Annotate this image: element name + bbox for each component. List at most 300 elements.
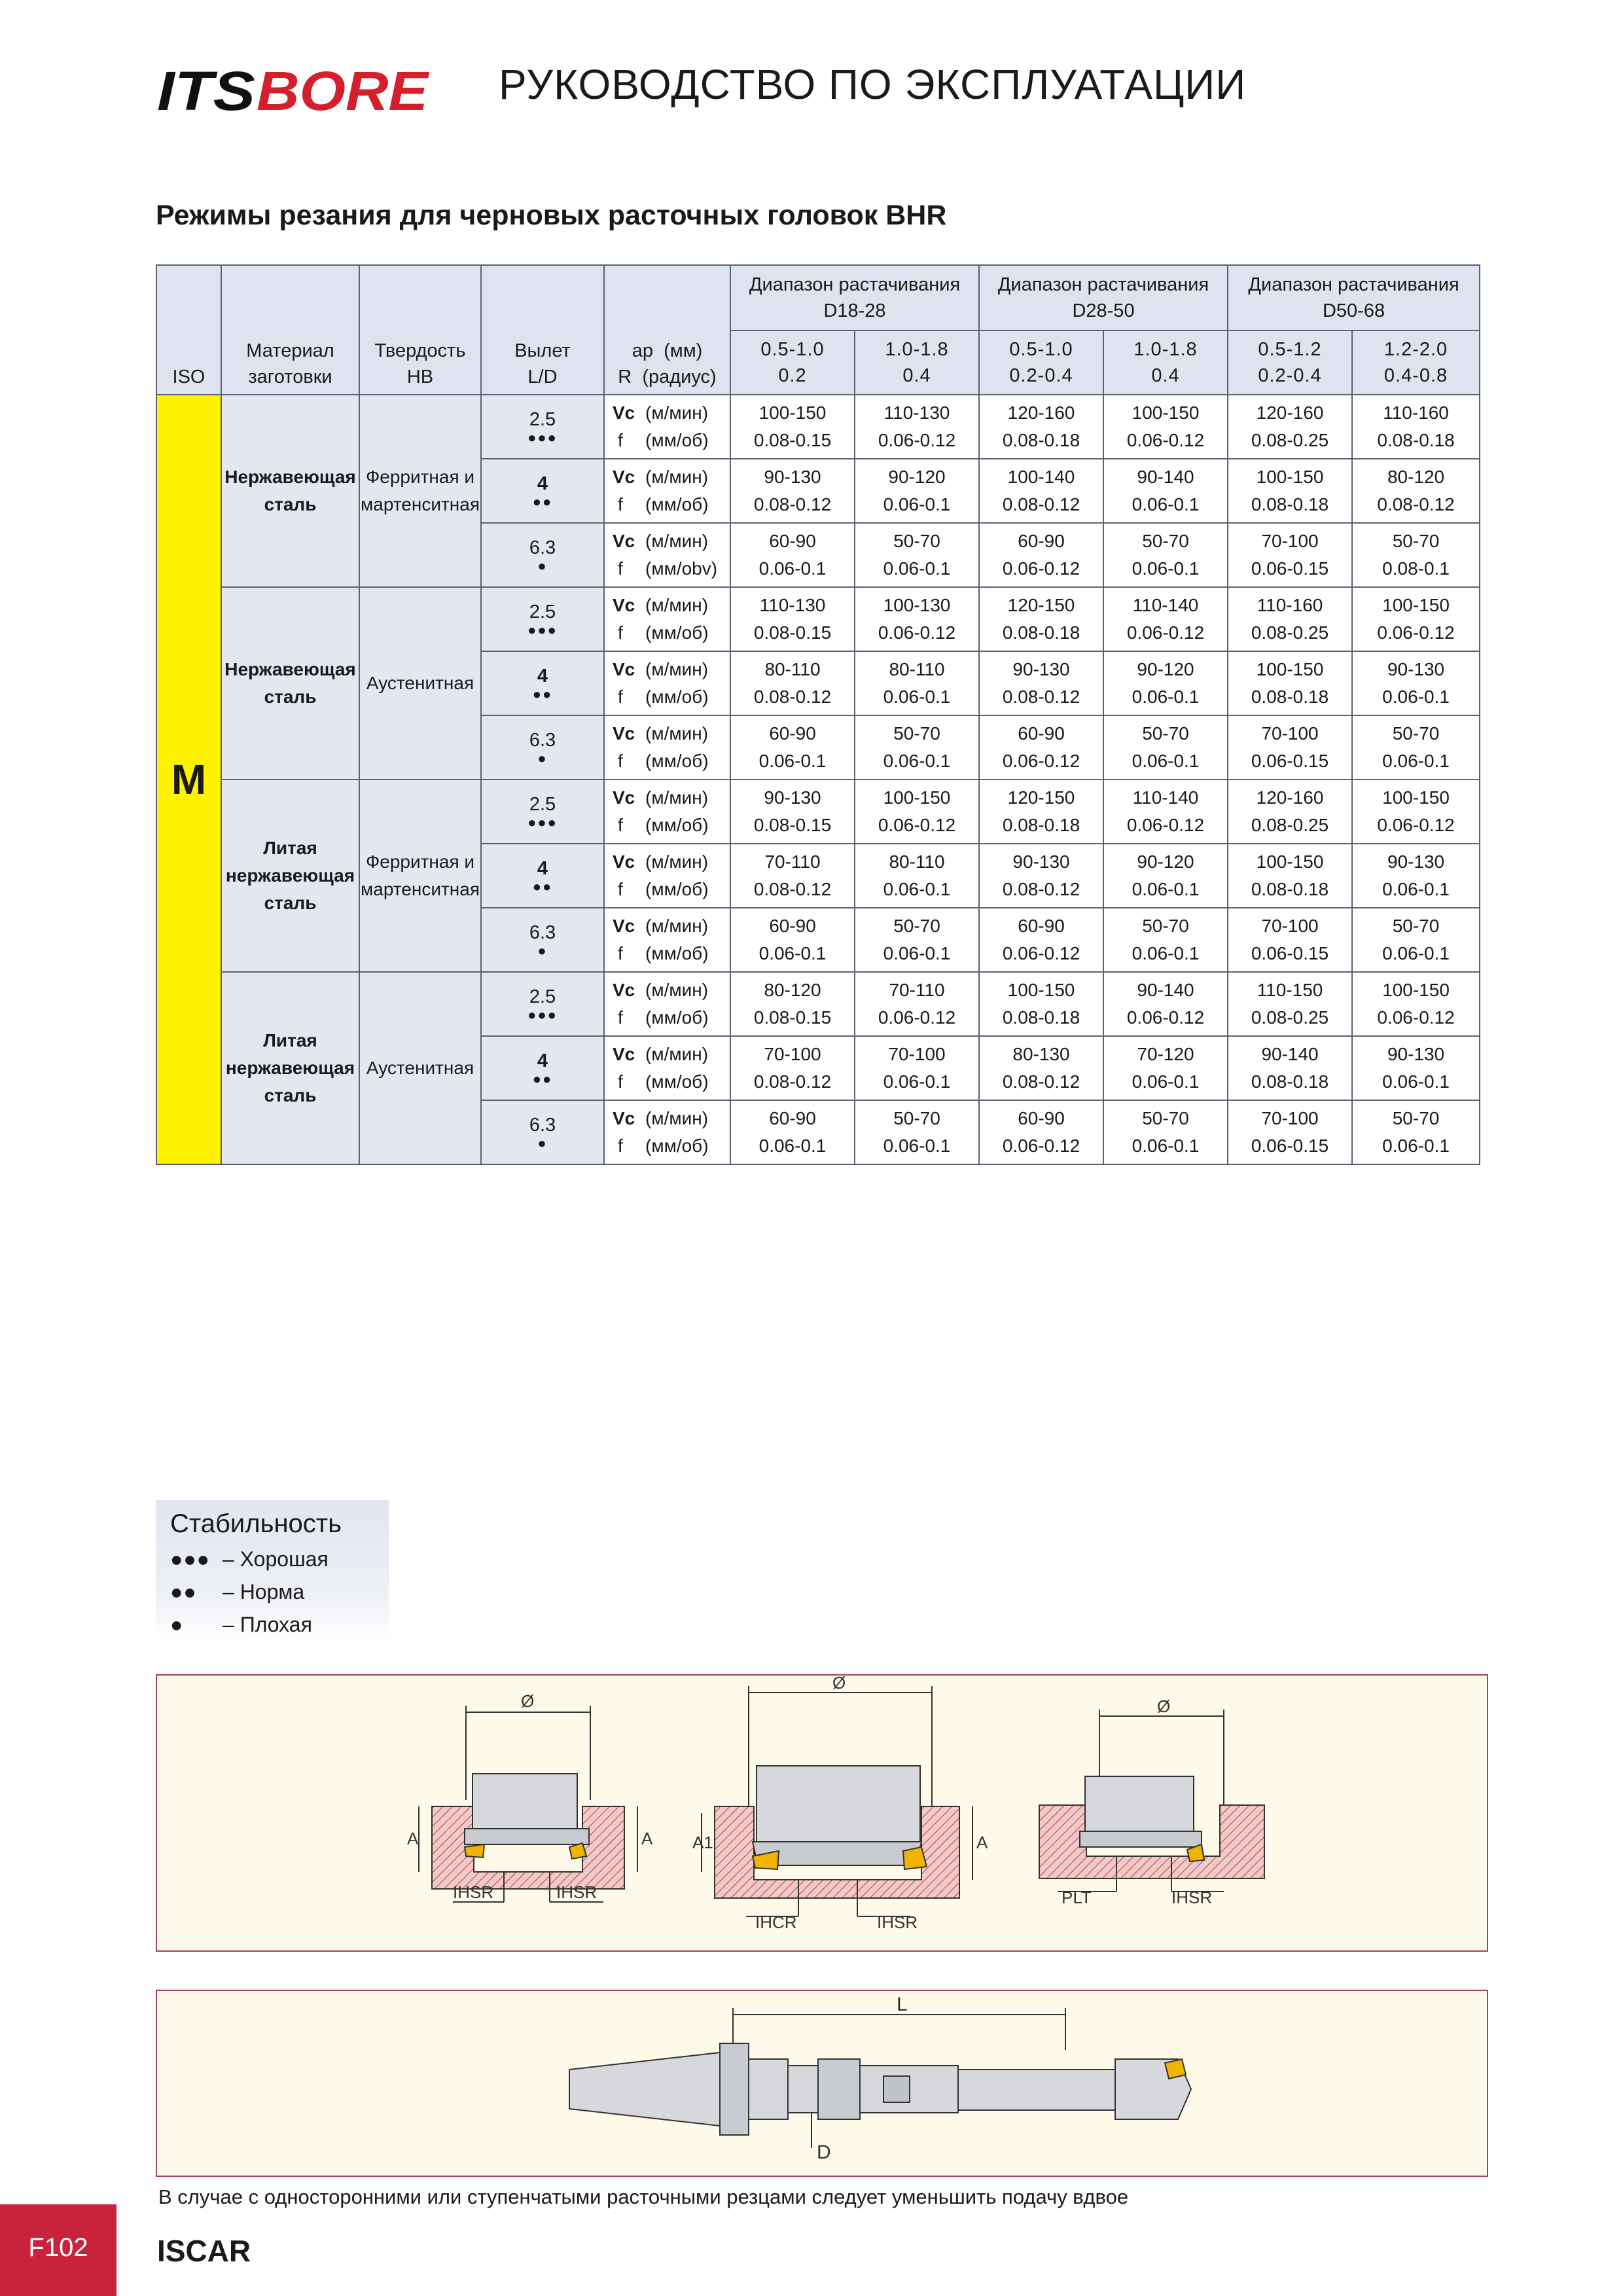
overhang-cell: 6.3 ●: [481, 523, 604, 587]
legend-item-good: ●●● – Хорошая: [170, 1547, 329, 1571]
f-value: 0.06-0.12: [878, 430, 956, 450]
stability-dots: ●●●: [527, 622, 558, 638]
f-value: 0.06-0.12: [1002, 943, 1080, 963]
a-label: A: [976, 1833, 988, 1852]
vc-f-label-cell: Vc (м/мин) f (мм/об): [604, 459, 730, 523]
cutting-value-cell: [979, 1100, 1103, 1164]
f-value: 0.06-0.1: [1132, 687, 1200, 707]
cutting-data-table: [156, 264, 1480, 1165]
vc-value: 80-110: [889, 852, 945, 872]
vc-value: 60-90: [1018, 723, 1065, 744]
vc-value: 120-150: [1007, 787, 1075, 808]
vc-value: 90-140: [1137, 467, 1194, 487]
page-header-title: РУКОВОДСТВО ПО ЭКСПЛУАТАЦИИ: [499, 61, 1247, 108]
cutting-value-cell: [1103, 587, 1228, 651]
stability-dots: ●: [537, 942, 548, 959]
vc-value: 60-90: [1018, 916, 1065, 936]
vc-value: 70-100: [1261, 1108, 1319, 1128]
vc-value: 90-120: [1137, 659, 1194, 679]
f-value: 0.06-0.1: [883, 1136, 951, 1156]
ihcr-label: IHCR: [755, 1912, 797, 1932]
f-value: 0.06-0.1: [1132, 943, 1200, 963]
vc-value: 90-130: [1387, 852, 1445, 872]
overhang-cell: 4 ●●: [481, 844, 604, 908]
vc-value: 110-160: [1383, 403, 1449, 423]
f-value: 0.08-0.15: [753, 622, 832, 643]
cutting-value-cell: [1228, 1036, 1352, 1100]
stability-dots: ●: [537, 1135, 548, 1151]
cutting-value-cell: [1352, 651, 1480, 715]
f-value: 0.06-0.1: [758, 751, 827, 771]
vc-f-label-cell: Vc (м/мин) f (мм/об): [604, 715, 730, 780]
f-value: 0.08-0.1: [1382, 558, 1450, 579]
vc-value: 70-100: [888, 1044, 946, 1064]
f-value: 0.08-0.25: [1251, 430, 1329, 450]
vc-value: 80-110: [889, 659, 945, 679]
cutting-value-cell: [979, 1036, 1103, 1100]
header-overhang: Вылет L/D: [481, 265, 604, 395]
cutting-value-cell: [730, 587, 855, 651]
cutting-value-cell: [979, 523, 1103, 587]
cutting-value-cell: [1228, 780, 1352, 844]
f-value: 0.06-0.1: [1132, 1071, 1200, 1092]
range-header-d28-50: Диапазон растачивания D28-50: [979, 265, 1228, 331]
header-ap-r: ap (мм) R (радиус): [604, 265, 730, 395]
f-value: 0.06-0.1: [1382, 751, 1450, 771]
vc-value: 80-120: [1387, 467, 1445, 487]
vc-value: 90-130: [764, 787, 821, 808]
vc-f-label-cell: Vc (м/мин) f (мм/об): [604, 395, 730, 459]
cutting-value-cell: [730, 715, 855, 780]
f-value: 0.08-0.15: [753, 815, 832, 835]
cutting-value-cell: [730, 1100, 855, 1164]
stability-dots: ●: [537, 558, 548, 574]
cutting-value-cell: [855, 587, 979, 651]
cutting-value-cell: [855, 780, 979, 844]
ap-r-cell: 1.0-1.8 0.4: [1103, 331, 1228, 395]
cutting-value-cell: [1228, 459, 1352, 523]
legend-item-poor: ● – Плохая: [170, 1613, 312, 1636]
f-value: 0.08-0.18: [1002, 1007, 1080, 1028]
ap-r-cell: 0.5-1.2 0.2-0.4: [1228, 331, 1352, 395]
f-value: 0.06-0.1: [1132, 879, 1200, 899]
cutting-value-cell: [1352, 395, 1480, 459]
vc-value: 50-70: [893, 531, 940, 551]
f-value: 0.08-0.18: [1251, 494, 1329, 514]
cutting-value-cell: [1103, 908, 1228, 972]
vc-value: 120-160: [1007, 403, 1075, 423]
vc-value: 100-150: [1382, 980, 1450, 1000]
f-value: 0.06-0.15: [1251, 558, 1329, 579]
f-value: 0.06-0.1: [883, 879, 951, 899]
ihsr-label: IHSR: [453, 1882, 494, 1902]
vc-value: 100-130: [883, 595, 951, 615]
cutting-value-cell: [855, 1036, 979, 1100]
f-value: 0.08-0.18: [1002, 622, 1080, 643]
range-header-d50-68: Диапазон растачивания D50-68: [1228, 265, 1480, 331]
cutting-value-cell: [730, 844, 855, 908]
f-value: 0.06-0.1: [883, 687, 951, 707]
vc-value: 60-90: [1018, 531, 1065, 551]
page-number-box: [0, 2204, 116, 2296]
overhang-cell: 2.5 ●●●: [481, 587, 604, 651]
cutting-value-cell: [979, 908, 1103, 972]
f-value: 0.08-0.12: [753, 687, 832, 707]
vc-value: 110-130: [759, 595, 826, 615]
logo-bore: BORE: [257, 63, 431, 117]
cutting-value-cell: [1352, 715, 1480, 780]
vc-value: 50-70: [893, 723, 940, 744]
header-iso: ISO: [156, 265, 221, 395]
vc-value: 50-70: [1392, 723, 1440, 744]
f-value: 0.08-0.25: [1251, 622, 1329, 643]
cutting-value-cell: [1228, 972, 1352, 1036]
f-value: 0.06-0.15: [1251, 943, 1329, 963]
f-value: 0.06-0.15: [1251, 751, 1329, 771]
vc-f-label-cell: Vc (м/мин) f (мм/об): [604, 908, 730, 972]
f-value: 0.06-0.1: [1382, 943, 1450, 963]
stability-dots: ●: [537, 750, 548, 766]
vc-value: 50-70: [1142, 531, 1189, 551]
cutting-value-cell: [1352, 523, 1480, 587]
vc-value: 110-130: [883, 403, 950, 423]
cutting-value-cell: [1103, 844, 1228, 908]
cutting-value-cell: [979, 395, 1103, 459]
ap-r-cell: 0.5-1.0 0.2-0.4: [979, 331, 1103, 395]
vc-value: 60-90: [1018, 1108, 1065, 1128]
f-value: 0.06-0.1: [883, 943, 951, 963]
vc-value: 50-70: [1392, 1108, 1440, 1128]
header-material: Материал заготовки: [221, 265, 359, 395]
f-value: 0.06-0.12: [1002, 1136, 1080, 1156]
vc-value: 80-120: [764, 980, 821, 1000]
cutting-value-cell: [855, 459, 979, 523]
a-label: A: [641, 1829, 653, 1848]
f-value: 0.06-0.12: [1126, 622, 1205, 643]
cutting-value-cell: [1228, 908, 1352, 972]
table-row: [156, 780, 1480, 844]
tool-assembly-diagram: [156, 1990, 1488, 2177]
hardness-cell: Ферритная и мартенситная: [359, 395, 481, 587]
vc-value: 90-120: [888, 467, 946, 487]
f-value: 0.08-0.12: [1002, 687, 1080, 707]
stability-dots: ●●●: [527, 1007, 558, 1023]
diameter-label: Ø: [521, 1691, 535, 1711]
material-cell: Нержавеющая сталь: [221, 587, 359, 780]
cutting-value-cell: [1352, 780, 1480, 844]
vc-value: 100-150: [1132, 403, 1200, 423]
stability-dots: ●●: [532, 1071, 553, 1087]
vc-value: 60-90: [769, 1108, 816, 1128]
vc-value: 70-120: [1137, 1044, 1194, 1064]
cutting-value-cell: [855, 523, 979, 587]
cutting-value-cell: [855, 1100, 979, 1164]
f-value: 0.06-0.1: [1382, 1136, 1450, 1156]
f-value: 0.06-0.1: [1132, 751, 1200, 771]
cutting-value-cell: [979, 844, 1103, 908]
cutting-value-cell: [730, 395, 855, 459]
f-value: 0.06-0.12: [878, 622, 956, 643]
length-label: L: [897, 1994, 908, 2015]
vc-value: 60-90: [769, 723, 816, 744]
cutting-value-cell: [730, 1036, 855, 1100]
cutting-value-cell: [1352, 908, 1480, 972]
f-value: 0.08-0.12: [1377, 494, 1455, 514]
vc-value: 110-140: [1132, 787, 1199, 808]
vc-value: 90-130: [1012, 659, 1070, 679]
vc-value: 50-70: [1142, 1108, 1189, 1128]
vc-value: 50-70: [1142, 723, 1189, 744]
overhang-cell: 2.5 ●●●: [481, 780, 604, 844]
vc-value: 110-160: [1257, 595, 1323, 615]
f-value: 0.06-0.1: [1382, 687, 1450, 707]
diameter-label: Ø: [1157, 1696, 1171, 1716]
cutting-value-cell: [1228, 395, 1352, 459]
vc-value: 90-130: [1012, 852, 1070, 872]
diameter-label: Ø: [832, 1676, 846, 1693]
f-value: 0.06-0.1: [1382, 1071, 1450, 1092]
vc-value: 70-100: [1261, 723, 1319, 744]
ihsr-label: IHSR: [556, 1882, 597, 1902]
vc-value: 120-160: [1256, 403, 1324, 423]
hardness-cell: Аустенитная: [359, 972, 481, 1164]
ap-r-cell: 1.0-1.8 0.4: [855, 331, 979, 395]
cutting-value-cell: [1103, 459, 1228, 523]
f-value: 0.08-0.12: [1002, 494, 1080, 514]
header-hardness: Твердость HB: [359, 265, 481, 395]
vc-value: 100-150: [1256, 467, 1324, 487]
vc-value: 100-150: [1256, 852, 1324, 872]
cutting-value-cell: [855, 395, 979, 459]
cutting-value-cell: [1103, 1036, 1228, 1100]
hardness-cell: Ферритная и мартенситная: [359, 780, 481, 972]
cutting-value-cell: [979, 587, 1103, 651]
vc-value: 90-130: [1387, 659, 1445, 679]
cutting-value-cell: [1103, 780, 1228, 844]
f-value: 0.06-0.1: [883, 751, 951, 771]
brand-name: ISCAR: [157, 2234, 251, 2268]
vc-value: 100-150: [1007, 980, 1075, 1000]
vc-f-label-cell: Vc (м/мин) f (мм/об): [604, 587, 730, 651]
ihsr-label: IHSR: [1171, 1888, 1213, 1907]
overhang-cell: 4 ●●: [481, 459, 604, 523]
stability-legend: [156, 1500, 389, 1640]
range-header-d18-28: Диапазон растачивания D18-28: [730, 265, 979, 331]
legend-title: Стабильность: [170, 1509, 342, 1538]
cutting-value-cell: [1228, 587, 1352, 651]
f-value: 0.08-0.18: [1377, 430, 1455, 450]
cutting-value-cell: [979, 715, 1103, 780]
plt-label: PLT: [1061, 1888, 1092, 1907]
vc-f-label-cell: Vc (м/мин) f (мм/об): [604, 1036, 730, 1100]
vc-value: 70-100: [1261, 531, 1319, 551]
a-label: A: [407, 1829, 419, 1848]
cutting-value-cell: [855, 715, 979, 780]
f-value: 0.06-0.1: [883, 558, 951, 579]
vc-value: 70-110: [764, 852, 821, 872]
f-value: 0.06-0.1: [758, 1136, 827, 1156]
cutting-value-cell: [1352, 1036, 1480, 1100]
overhang-cell: 2.5 ●●●: [481, 972, 604, 1036]
feed-note: В случае с односторонними или ступенчатыми расточными резцами следует уменьшить подачу вдвое: [158, 2185, 1129, 2208]
cutting-value-cell: [730, 780, 855, 844]
f-value: 0.06-0.1: [1132, 1136, 1200, 1156]
cutting-value-cell: [1352, 587, 1480, 651]
f-value: 0.06-0.12: [1126, 1007, 1205, 1028]
vc-f-label-cell: Vc (м/мин) f (мм/об): [604, 780, 730, 844]
f-value: 0.08-0.12: [753, 879, 832, 899]
cutting-value-cell: [855, 651, 979, 715]
boring-setup-drawing: [157, 1676, 1487, 1950]
cutting-value-cell: [1228, 844, 1352, 908]
cutting-value-cell: [1103, 715, 1228, 780]
cutting-value-cell: [730, 972, 855, 1036]
cutting-value-cell: [730, 908, 855, 972]
vc-value: 60-90: [769, 531, 816, 551]
a1-label: A1: [692, 1833, 713, 1852]
material-cell: Нержавеющая сталь: [221, 395, 359, 587]
f-value: 0.06-0.12: [878, 1007, 956, 1028]
overhang-cell: 6.3 ●: [481, 908, 604, 972]
cutting-value-cell: [1103, 395, 1228, 459]
ap-r-cell: 1.2-2.0 0.4-0.8: [1352, 331, 1480, 395]
f-value: 0.06-0.15: [1251, 1136, 1329, 1156]
vc-f-label-cell: Vc (м/мин) f (мм/об): [604, 651, 730, 715]
cutting-value-cell: [1103, 1100, 1228, 1164]
vc-value: 80-110: [764, 659, 821, 679]
vc-f-label-cell: Vc (м/мин) f (мм/об): [604, 1100, 730, 1164]
vc-f-label-cell: Vc (м/мин) f (мм/об): [604, 972, 730, 1036]
f-value: 0.08-0.18: [1251, 879, 1329, 899]
overhang-cell: 6.3 ●: [481, 1100, 604, 1164]
legend-item-normal: ●● – Норма: [170, 1580, 305, 1604]
vc-value: 60-90: [769, 916, 816, 936]
vc-value: 50-70: [1392, 531, 1440, 551]
vc-value: 100-150: [758, 403, 827, 423]
f-value: 0.06-0.12: [1377, 1007, 1455, 1028]
vc-value: 50-70: [893, 1108, 940, 1128]
f-value: 0.08-0.12: [753, 1071, 832, 1092]
vc-value: 100-150: [1382, 787, 1450, 808]
f-value: 0.08-0.25: [1251, 1007, 1329, 1028]
cutting-value-cell: [1103, 972, 1228, 1036]
vc-value: 100-150: [1382, 595, 1450, 615]
cutting-value-cell: [1228, 715, 1352, 780]
material-cell: Литая нержавеющая сталь: [221, 972, 359, 1164]
vc-value: 70-100: [764, 1044, 821, 1064]
f-value: 0.06-0.12: [878, 815, 956, 835]
ihsr-label: IHSR: [877, 1912, 918, 1932]
vc-f-label-cell: Vc (м/мин) f (мм/об): [604, 844, 730, 908]
f-value: 0.08-0.18: [1002, 430, 1080, 450]
logo-its: ITS: [157, 63, 255, 117]
f-value: 0.06-0.1: [1132, 494, 1200, 514]
stability-dots: ●●●: [527, 814, 558, 831]
ap-r-cell: 0.5-1.0 0.2: [730, 331, 855, 395]
vc-value: 100-150: [1256, 659, 1324, 679]
tool-assembly-drawing: [157, 1991, 1487, 2176]
table-row: [156, 395, 1480, 459]
vc-value: 100-150: [883, 787, 951, 808]
cutting-value-cell: [1352, 1100, 1480, 1164]
stability-dots: ●●●: [527, 429, 558, 446]
stability-dots: ●●: [532, 493, 553, 510]
vc-value: 100-140: [1007, 467, 1075, 487]
overhang-cell: 4 ●●: [481, 651, 604, 715]
overhang-cell: 6.3 ●: [481, 715, 604, 780]
cutting-value-cell: [1103, 523, 1228, 587]
section-title: Режимы резания для черновых расточных головок BHR: [156, 200, 947, 231]
f-value: 0.06-0.12: [1002, 751, 1080, 771]
f-value: 0.06-0.1: [1382, 879, 1450, 899]
cutting-value-cell: [1228, 523, 1352, 587]
vc-value: 110-150: [1257, 980, 1323, 1000]
vc-value: 90-140: [1261, 1044, 1319, 1064]
iso-group-cell: M: [156, 395, 221, 1164]
vc-value: 70-110: [889, 980, 945, 1000]
hardness-cell: Аустенитная: [359, 587, 481, 780]
cutting-value-cell: [855, 972, 979, 1036]
stability-dots: ●●: [532, 686, 553, 702]
vc-value: 90-140: [1137, 980, 1194, 1000]
f-value: 0.08-0.25: [1251, 815, 1329, 835]
cutting-value-cell: [979, 780, 1103, 844]
d-label: D: [817, 2142, 831, 2163]
cutting-value-cell: [979, 972, 1103, 1036]
overhang-cell: 2.5 ●●●: [481, 395, 604, 459]
cutting-value-cell: [1352, 972, 1480, 1036]
f-value: 0.06-0.1: [1132, 558, 1200, 579]
vc-value: 80-130: [1012, 1044, 1070, 1064]
page-number: F102: [28, 2233, 88, 2262]
f-value: 0.08-0.12: [753, 494, 832, 514]
cutting-value-cell: [730, 459, 855, 523]
f-value: 0.08-0.12: [1002, 1071, 1080, 1092]
overhang-cell: 4 ●●: [481, 1036, 604, 1100]
f-value: 0.06-0.12: [1377, 815, 1455, 835]
vc-value: 110-140: [1132, 595, 1199, 615]
vc-value: 50-70: [1142, 916, 1189, 936]
f-value: 0.06-0.1: [883, 1071, 951, 1092]
vc-value: 120-150: [1007, 595, 1075, 615]
cutting-value-cell: [855, 908, 979, 972]
f-value: 0.08-0.15: [753, 430, 832, 450]
f-value: 0.08-0.15: [753, 1007, 832, 1028]
f-value: 0.08-0.18: [1251, 687, 1329, 707]
cutting-value-cell: [1352, 844, 1480, 908]
table-row: [156, 587, 1480, 651]
cutting-value-cell: [1352, 459, 1480, 523]
boring-setup-diagrams: [156, 1674, 1488, 1952]
vc-f-label-cell: Vc (м/мин) f (мм/obv): [604, 523, 730, 587]
cutting-value-cell: [730, 523, 855, 587]
vc-value: 50-70: [893, 916, 940, 936]
cutting-value-cell: [979, 459, 1103, 523]
f-value: 0.08-0.18: [1251, 1071, 1329, 1092]
f-value: 0.06-0.1: [758, 558, 827, 579]
stability-dots: ●●: [532, 878, 553, 895]
cutting-value-cell: [1228, 651, 1352, 715]
cutting-value-cell: [1228, 1100, 1352, 1164]
f-value: 0.06-0.1: [883, 494, 951, 514]
vc-value: 50-70: [1392, 916, 1440, 936]
vc-value: 120-160: [1256, 787, 1324, 808]
itsbore-logo: [157, 63, 432, 117]
table-row: [156, 972, 1480, 1036]
f-value: 0.06-0.12: [1377, 622, 1455, 643]
f-value: 0.06-0.12: [1002, 558, 1080, 579]
cutting-value-cell: [979, 651, 1103, 715]
